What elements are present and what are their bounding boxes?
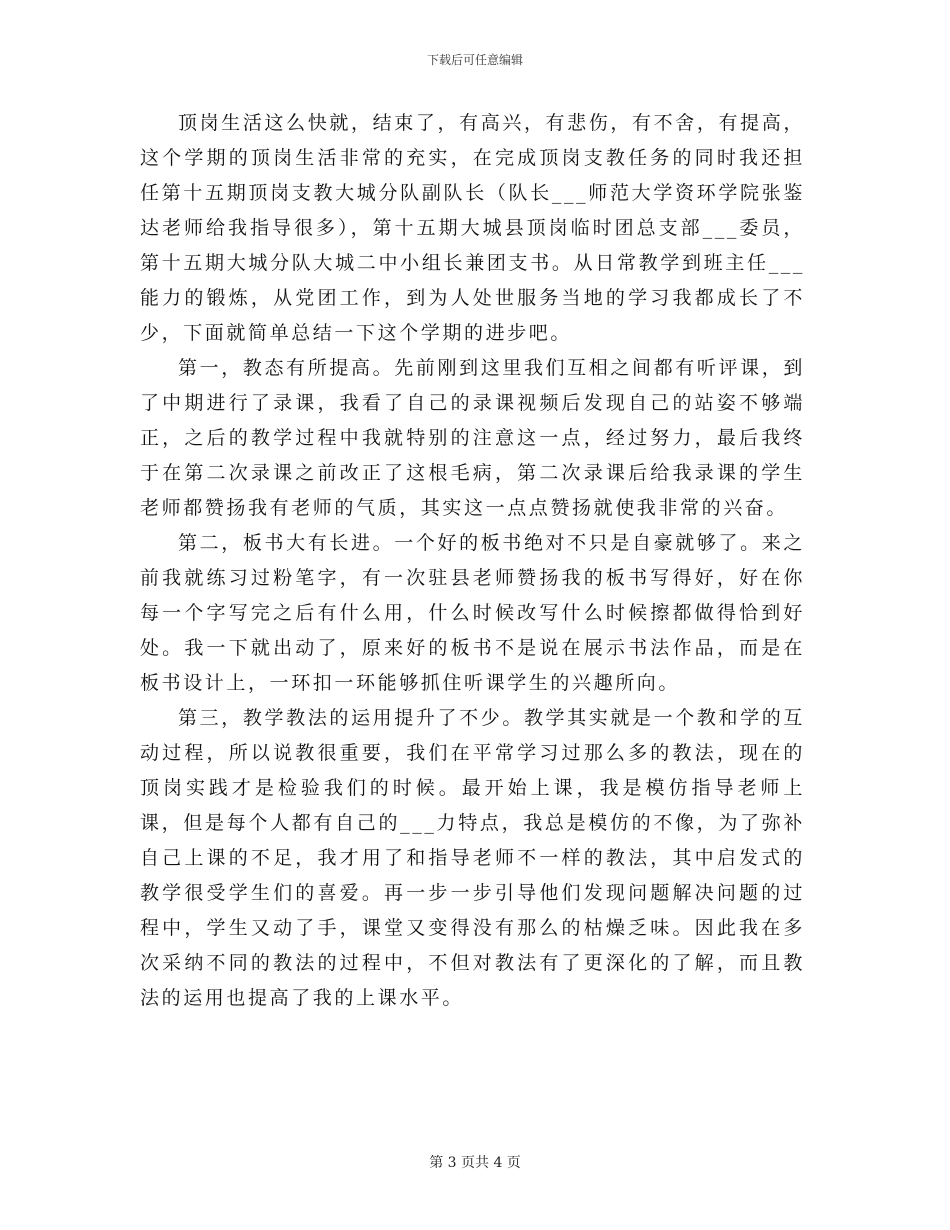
- page-header: 下载后可任意编辑: [426, 53, 523, 67]
- page-footer: 第 3 页共 4 页: [429, 1155, 521, 1171]
- paragraph-intro: 顶岗生活这么快就，结束了，有高兴，有悲伤，有不舍，有提高，这个学期的顶岗生活非常的充实，在完成顶岗支教任务的同时我还担任第十五期顶岗支教大城分队副队长（队长___师范大学资环学院张鉴达老师给我指导很多），第十五期大城县顶岗临时团总支部___委员，第十五期大城分队大城二中小组长兼团支书。从日常教学到班主任___能力的锻炼，从党团工作，到为人处世服务当地的学习我都成长了不少，下面就简单总结一下这个学期的进步吧。: [140, 112, 805, 344]
- document-body: [140, 106, 805, 1016]
- paragraph-third-point: 第三，教学教法的运用提升了不少。教学其实就是一个教和学的互动过程，所以说教很重要，我们在平常学习过那么多的教法，现在的顶岗实践才是检验我们的时候。最开始上课，我是模仿指导老师上课，但是每个人都有自己的___力特点，我总是模仿的不像，为了弥补自己上课的不足，我才用了和指导老师不一样的教法，其中启发式的教学很受学生们的喜爱。再一步一步引导他们发现问题解决问题的过程中，学生又动了手，课堂又变得没有那么的枯燥乏味。因此我在多次采纳不同的教法的过程中，不但对教法有了更深化的了解，而且教法的运用也提高了我的上课水平。: [140, 707, 805, 1009]
- paragraph-second-point: 第二，板书大有长进。一个好的板书绝对不只是自豪就够了。来之前我就练习过粉笔字，有一次驻县老师赞扬我的板书写得好，好在你每一个字写完之后有什么用，什么时候改写什么时候擦都做得恰到好处。我一下就出动了，原来好的板书不是说在展示书法作品，而是在板书设计上，一环扣一环能够抓住听课学生的兴趣所向。: [140, 532, 805, 694]
- paragraph-first-point: 第一，教态有所提高。先前刚到这里我们互相之间都有听评课，到了中期进行了录课，我看了自己的录课视频后发现自己的站姿不够端正，之后的教学过程中我就特别的注意这一点，经过努力，最后我终于在第二次录课之前改正了这根毛病，第二次录课后给我录课的学生老师都赞扬我有老师的气质，其实这一点点赞扬就使我非常的兴奋。: [140, 357, 805, 519]
